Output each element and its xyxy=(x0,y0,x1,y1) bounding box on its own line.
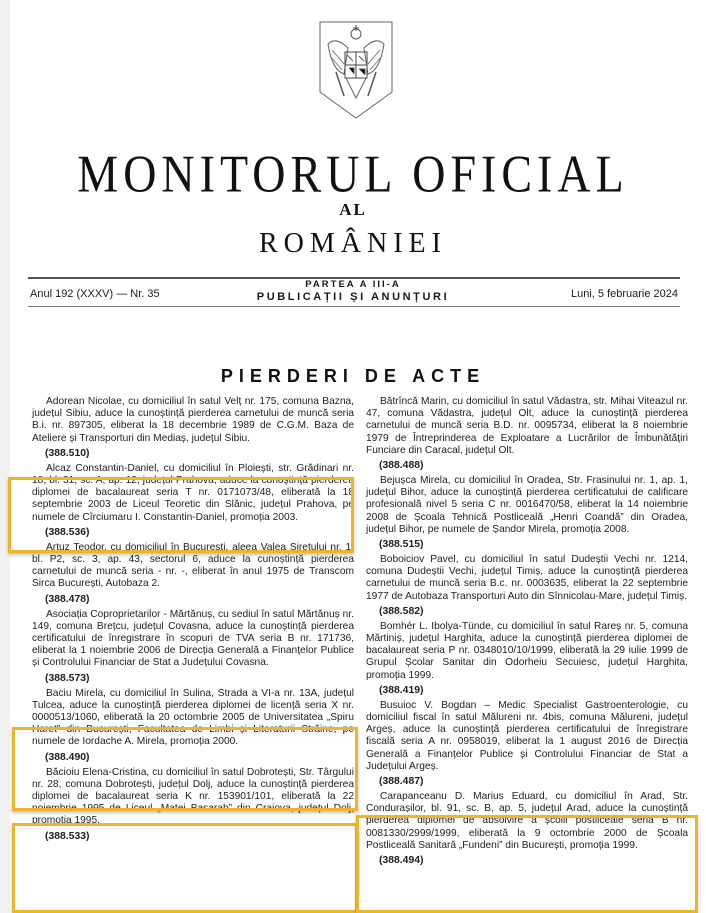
notice-text: Bejușca Mirela, cu domiciliul în Oradea, Str. Frasinului nr. 1, ap. 1, județul Bihor, aduce la cunoștință pierderea certificatului de calificare profesională nivel 5 seria C nr. 0016470/58, eliberat la 14 noiembrie 2008 de Școala Tehnică Postliceală „Henri Coandă” din Oradea, județul Bihor, pe numele de Șandor Mirela, promoția 2008. xyxy=(366,475,688,535)
notice-entry xyxy=(32,542,354,606)
romanian-coat-of-arms-icon xyxy=(316,14,396,124)
notice-text: Adorean Nicolae, cu domiciliul în satul Velț nr. 175, comuna Bazna, județul Sibiu, aduce la cunoștință pierderea carnetului de muncă seria B.i. nr. 897305, eliberat la 18 decembrie 1989 de C.G.M. Baza de Ateliere și Transporturi din Mediaș, județul Sibiu. xyxy=(32,396,354,444)
notice-entry xyxy=(366,475,688,551)
notice-text: Asociația Coproprietarilor - Mărtănuș, cu sediul în satul Mărtănuș nr. 149, comuna Brețcu, județul Covasna, aduce la cunoștință pierderea certificatului de înregistrare în scopuri de TVA seria B nr. 171736, eliberat la 1 noiembrie 2006 de Direcția Generală a Finanțelor Publice și Controlului Financiar de Stat a Județului Covasna. xyxy=(32,608,354,669)
part-subtitle: PUBLICAȚII ȘI ANUNȚURI xyxy=(256,291,450,303)
notice-text: Alcaz Constantin-Daniel, cu domiciliul în Ploiești, str. Grădinari nr. 18, bl. 31, sc. A, ap. 12, județul Prahova, aduce la cunoștință pierderea diplomei de bacalaureat seria T nr. 0171073/48, eliberată la 18 septembrie 2003 de Liceul Teoretic din Slănic, județul Prahova, pe numele de Cîrciumaru I. Constantin-Daniel, promoția 2003. xyxy=(32,462,354,523)
section-title: PIERDERI DE ACTE xyxy=(220,366,486,386)
notice-text: Carapanceanu D. Marius Eduard, cu domiciliul în Arad, Str. Condurașilor, bl. 91, sc. B, ap. 5, județul Arad, aduce la cunoștință pierderea diplomei de absolvire a școlii postliceale seria B nr. 0081330/2999/1999, eliberată la 9 octombrie 2000 de Școala Postliceală Sanitară „Fundeni” din București, promoția 1999. xyxy=(366,791,688,851)
notice-entry xyxy=(366,621,688,697)
notice-entry xyxy=(32,767,354,843)
notice-code: (388.573) xyxy=(45,672,90,684)
notice-text: Baciu Mirela, cu domiciliul în Sulina, Strada a VI-a nr. 13A, județul Tulcea, aduce la cunoștință pierderea diplomei de licență seria X nr. 0000513/1060, eliberată la 20 octombrie 2005 de Universitatea „Spiru Haret” din București, Facultatea de Limbi și Literaturii Străine, pe numele de Iordache A. Mirela, promoția 2000. xyxy=(32,687,354,748)
issue-number: Anul 192 (XXXV) — Nr. 35 xyxy=(30,288,160,300)
publication-title-al: AL xyxy=(339,200,367,219)
issue-date: Luni, 5 februarie 2024 xyxy=(570,288,678,300)
notice-text: Artuz Teodor, cu domiciliul în București, aleea Valea Siretului nr. 1, bl. P2, sc. 3, ap. 43, sectorul 6, aduce la cunoștință pierderea carnetului de muncă seria - nr. -, eliberat în anul 1975 de Transcom Sirca București, Autobaza 2. xyxy=(32,541,354,590)
notice-code: (388.419) xyxy=(379,684,424,696)
notice-text: Busuioc V. Bogdan – Medic Specialist Gastroenterologie, cu domiciliul fiscal în satul Mălureni nr. 4bis, comuna Mălureni, județul Argeș, aduce la cunoștință pierderea certificatului de înregistrare fiscală seria A nr. 0958019, eliberat la 1 august 2016 de Direcția Generală a Finanțelor Publice și Controlului Financiar de Stat a Județului Argeș. xyxy=(366,699,688,772)
notice-entry xyxy=(366,554,688,618)
part-label: PARTEA A III-A xyxy=(305,279,401,290)
notice-code: (388.515) xyxy=(379,539,424,551)
notice-code: (388.582) xyxy=(379,605,424,617)
notice-code: (388.510) xyxy=(45,447,90,459)
page-edge xyxy=(0,0,10,913)
notice-text: Boboiciov Pavel, cu domiciliul în satul Dudeștii Vechi nr. 1214, comuna Dudeștii Vechi, județul Timiș, aduce la cunoștință pierderea carnetului de muncă seria B.c. nr. 0003635, eliberat la 22 septembrie 1977 de Autobaza Transporturi Auto din Sînnicolau-Mare, județul Timiș. xyxy=(366,554,688,602)
left-column xyxy=(32,396,354,846)
notice-code: (388.536) xyxy=(45,526,90,538)
notice-entry xyxy=(32,396,354,460)
notice-entry xyxy=(32,609,354,685)
notice-code: (388.478) xyxy=(45,593,90,605)
notice-entry xyxy=(32,463,354,539)
notice-text: Bomhér L. Ibolya-Tünde, cu domiciliul în satul Rareș nr. 5, comuna Mărtiniș, județul Harghita, aduce la cunoștință pierderea diplomei de bacalaureat seria P nr. 0348010/10/1999, eliberată la 29 iulie 1999 de Grupul Școlar Sanitar din Odorheiu Secuiesc, județul Harghita, promoția 1999. xyxy=(366,620,688,681)
notice-entry xyxy=(366,396,688,472)
right-column xyxy=(366,396,688,870)
publication-title-country: ROMÂNIEI xyxy=(259,228,447,259)
notice-code: (388.533) xyxy=(45,830,90,842)
notice-entry xyxy=(366,700,688,788)
notice-code: (388.487) xyxy=(379,776,424,788)
publication-title: MONITORUL OFICIAL xyxy=(77,144,629,203)
notice-code: (388.494) xyxy=(379,855,424,867)
notice-entry xyxy=(366,791,688,867)
notice-entry xyxy=(32,688,354,764)
header-rule-bottom xyxy=(28,306,680,307)
notice-code: (388.490) xyxy=(45,751,90,763)
notice-text: Bătrîncă Marin, cu domiciliul în satul Vădastra, str. Mihai Viteazul nr. 47, comuna Vădastra, județul Olt, aduce la cunoștință pierderea carnetului de muncă seria B.D. nr. 0095734, eliberat la 8 noiembrie 1979 de Întreprinderea de Exploatare a Lucrărilor de Îmbunătățiri Funciare din Caracal, județul Olt. xyxy=(366,396,688,456)
notice-text: Băcioiu Elena-Cristina, cu domiciliul în satul Dobrotești, Str. Târgului nr. 28, comuna Dobrotești, județul Dolj, aduce la cunoștință pierderea diplomei de bacalaureat seria K nr. 153901/101, eliberată la 22 noiembrie 1995 de Liceul „Matei Basarab” din Craiova, județul Dolj, promoția 1995. xyxy=(32,766,354,827)
notice-code: (388.488) xyxy=(379,460,424,472)
